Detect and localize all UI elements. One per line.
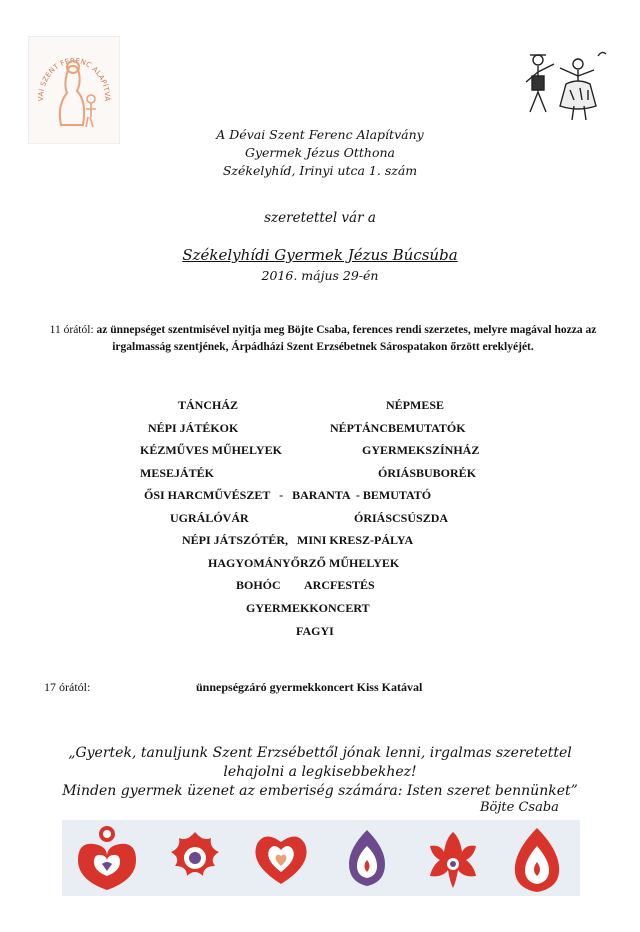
program-kezmuves: KÉZMŰVES MŰHELYEK (140, 443, 282, 457)
program-nepmese: NÉPMESE (386, 398, 445, 412)
folk-tulip-motif-icon (324, 820, 410, 896)
program-fagyi: FAGYI (296, 624, 334, 638)
opening-text: az ünnepséget szentmisével nyitja meg Böjte Csaba, ferences rendi szerzetes, melyre magával hozza az irgalmasság szentjének, Árpádházi Szent Erzsébetnek Sárospatakon őrzött ereklyéjét. (96, 324, 597, 353)
folk-heart-motif-icon (238, 820, 324, 896)
closing-text: ünnepségzáró gyermekkoncert Kiss Katával (196, 680, 423, 694)
quote-line-1: „Gyertek, tanuljunk Szent Erzsébettől jónak lenni, irgalmas szeretettel (68, 745, 572, 761)
logo-arc-text: VAI SZENT FERENC ALAPÍTVÁ (36, 56, 112, 102)
folk-flame-motif-icon (494, 820, 580, 896)
program-gyermekszinhaz: GYERMEKSZÍNHÁZ (362, 443, 480, 457)
quote-line-3: Minden gyermek üzenet az emberiség számára: Isten szeret bennünket” (62, 783, 578, 799)
program-tanchaz: TÁNCHÁZ (178, 398, 239, 412)
foundation-name: A Dévai Szent Ferenc Alapítvány (216, 127, 424, 142)
program-neptancbemutatok: NÉPTÁNCBEMUTATÓK (330, 421, 466, 435)
program-nepi-jatekok: NÉPI JÁTÉKOK (148, 421, 239, 435)
home-name: Gyermek Jézus Otthona (244, 145, 396, 160)
event-date: 2016. május 29-én (261, 268, 379, 283)
folk-dancers-illustration (512, 46, 612, 130)
folk-flower-motif-2-icon (152, 820, 238, 896)
folk-flower-motif-1-icon (64, 820, 150, 896)
opening-time: 11 órától: (49, 324, 94, 336)
quote-author: Böjte Csaba (480, 800, 559, 815)
folk-dancers-icon (512, 46, 612, 130)
svg-text:DÉVAI SZENT FERENC ALAPÍTVÁNY (29, 37, 112, 102)
opening-mass-paragraph (40, 322, 606, 356)
address: Székelyhíd, Irinyi utca 1. szám (222, 163, 418, 178)
program-oriasbuborek: ÓRIÁSBUBORÉK (378, 466, 477, 480)
program-jatszoter: NÉPI JÁTSZÓTÉR, MINI KRESZ-PÁLYA (182, 533, 414, 547)
closing-time: 17 órától: (44, 680, 91, 694)
program-oriascsuszda: ÓRIÁSCSÚSZDA (354, 511, 449, 525)
program-ugralovar: UGRÁLÓVÁR (170, 511, 249, 525)
program-hagyomanyorzo: HAGYOMÁNYŐRZŐ MŰHELYEK (208, 556, 400, 570)
invite-line: szeretettel vár a (264, 210, 376, 226)
folk-motif-band (62, 820, 580, 896)
folk-tulip-bloom-motif-icon (410, 820, 496, 896)
program-baranta: ŐSI HARCMŰVÉSZET - BARANTA - BEMUTATÓ (144, 488, 432, 502)
event-title-text: Székelyhídi Gyermek Jézus Búcsúba (182, 246, 458, 264)
program-gyermekkoncert: GYERMEKKONCERT (246, 601, 370, 615)
quote-line-2: lehajolni a legkisebbekhez! (223, 764, 417, 780)
program-mesejatek: MESEJÁTÉK (140, 466, 215, 480)
program-bohoc-arcfestes: BOHÓC ARCFESTÉS (236, 578, 375, 592)
event-title (0, 246, 640, 264)
